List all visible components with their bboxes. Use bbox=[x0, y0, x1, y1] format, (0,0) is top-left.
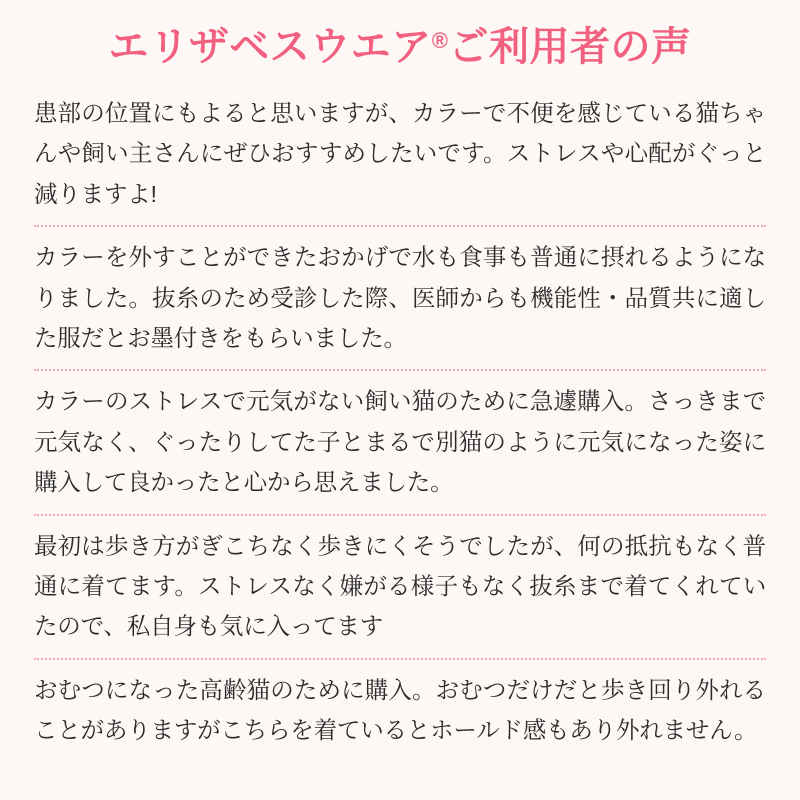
dotted-divider bbox=[34, 369, 766, 371]
dotted-divider bbox=[34, 514, 766, 516]
dotted-divider bbox=[34, 225, 766, 227]
list-item bbox=[34, 372, 766, 512]
page-title bbox=[34, 24, 766, 70]
review-text: カラーのストレスで元気がない飼い猫のために急遽購入。さっきまで元気なく、ぐったりしてた子とまるで別猫のように元気になった姿に購入して良かったと心から思えました。 bbox=[34, 388, 766, 496]
dotted-divider bbox=[34, 658, 766, 660]
review-list bbox=[34, 84, 766, 761]
review-text: 患部の位置にもよると思いますが、カラーで不便を感じている猫ちゃんや飼い主さんにぜひおすすめしたいです。ストレスや心配がぐっと減りますよ! bbox=[34, 100, 766, 207]
registered-mark: ® bbox=[431, 28, 449, 53]
list-item bbox=[34, 661, 766, 761]
page-title-tail: ご利用者の声 bbox=[448, 25, 692, 69]
review-text: 最初は歩き方がぎこちなく歩きにくそうでしたが、何の抵抗もなく普通に着てます。ストレスなく嫌がる様子もなく抜糸まで着てくれていたので、私自身も気に入ってます bbox=[34, 532, 766, 640]
list-item bbox=[34, 84, 766, 224]
page-title-main: エリザベスウエア bbox=[108, 25, 432, 69]
list-item bbox=[34, 517, 766, 657]
review-text: カラーを外すことができたおかげで水も食事も普通に摂れるようになりました。抜糸のため受診した際、医師からも機能性・品質共に適した服だとお墨付きをもらいました。 bbox=[34, 244, 766, 352]
list-item bbox=[34, 228, 766, 368]
review-text: おむつになった高齢猫のために購入。おむつだけだと歩き回り外れることがありますがこちらを着ているとホールド感もあり外れません。 bbox=[34, 676, 766, 744]
